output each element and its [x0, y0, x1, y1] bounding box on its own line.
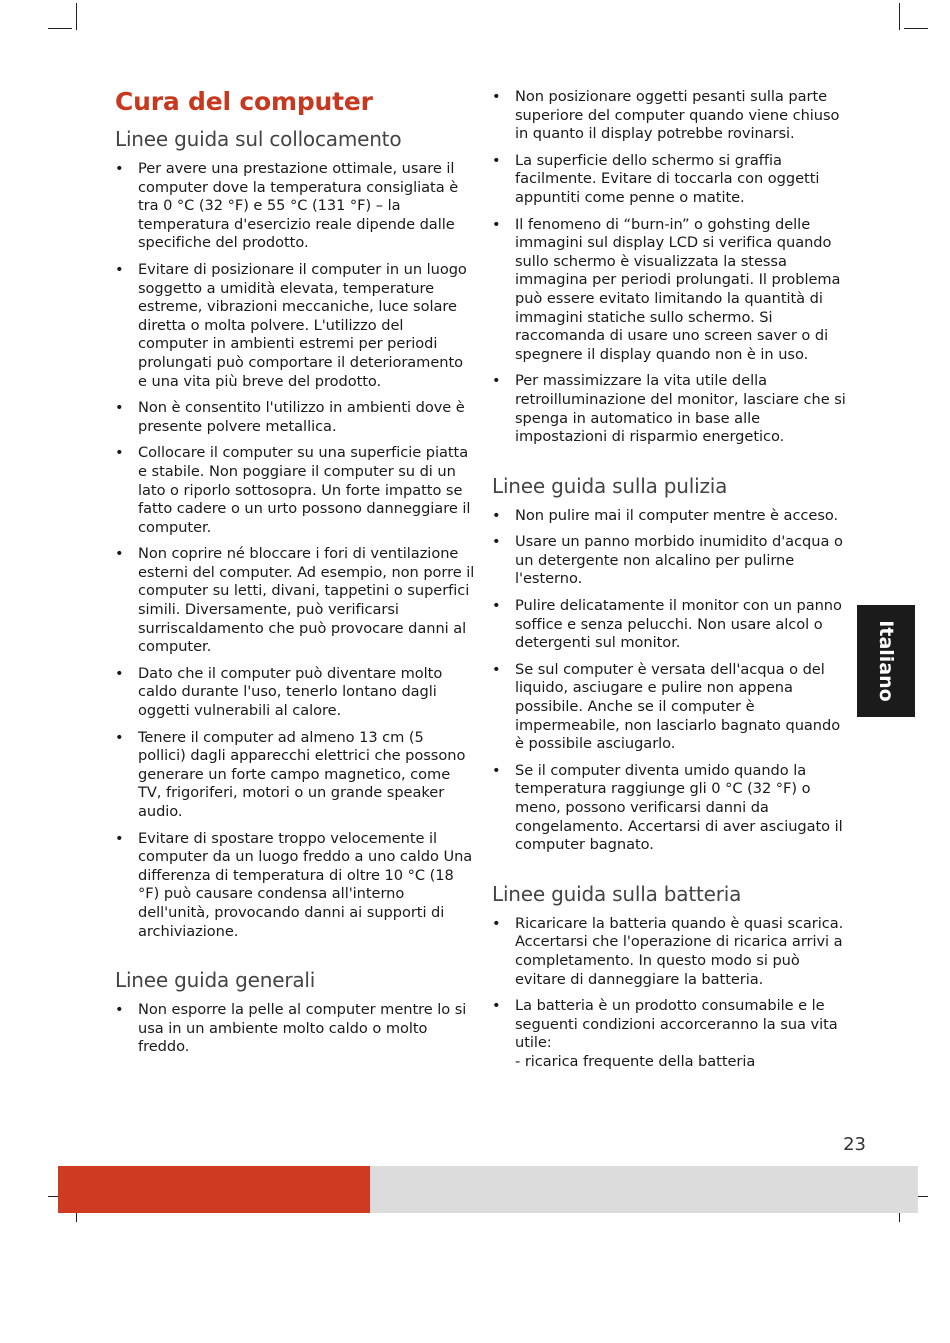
- list-item: • Evitare di posizionare il computer in un luogo soggetto a umidità elevata, temperature estreme, vibrazioni meccaniche, luce solare diretta o molta polvere. L'utilizzo del computer in ambienti estremi per periodi prolungati può comportare il deterioramento e una vita più breve del prodotto.: [115, 261, 475, 391]
- crop-mark: [76, 3, 77, 30]
- footer-bar: [370, 1166, 918, 1213]
- page-number: 23: [843, 1134, 866, 1155]
- section-heading-cleaning: Linee guida sulla pulizia: [492, 473, 728, 498]
- section-heading-battery: Linee guida sulla batteria: [492, 881, 742, 906]
- list-item: • Se il computer diventa umido quando la temperatura raggiunge gli 0 °C (32 °F) o meno, possono verificarsi danni da congelamento. Accertarsi di aver asciugato il computer bagnato.: [492, 762, 848, 855]
- list-item: • Tenere il computer ad almeno 13 cm (5 pollici) dagli apparecchi elettrici che possono generare un forte campo magnetico, come TV, frigoriferi, motori o un grande speaker audio.: [115, 729, 475, 822]
- crop-mark: [48, 28, 72, 29]
- page-title: Cura del computer: [115, 87, 373, 116]
- list-item: • Per avere una prestazione ottimale, usare il computer dove la temperatura consigliata è tra 0 °C (32 °F) e 55 °C (131 °F) – la temperatura d'esercizio reale dipende dalle specifiche del prodotto.: [115, 160, 475, 253]
- cleaning-list: [492, 507, 848, 855]
- section-heading-general: Linee guida generali: [115, 968, 316, 993]
- list-item: • Pulire delicatamente il monitor con un panno soffice e senza pelucchi. Non usare alcol o detergenti sul monitor.: [492, 597, 848, 653]
- list-item: • Evitare di spostare troppo velocemente il computer da un luogo freddo a uno caldo Una differenza di temperatura di oltre 10 °C (18 °F) può causare condensa all'interno dell'unità, provocando danni ai supporti di archiviazione.: [115, 830, 475, 942]
- list-item: • Ricaricare la batteria quando è quasi scarica. Accertarsi che l'operazione di ricarica arrivi a completamento. In questo modo si può evitare di danneggiare la batteria.: [492, 915, 848, 989]
- list-item: • Collocare il computer su una superficie piatta e stabile. Non poggiare il computer su di un lato o riporlo sottosopra. Un forte impatto se fatto cadere o un urto possono danneggiare il computer.: [115, 444, 475, 537]
- language-tab: [857, 605, 915, 717]
- language-tab-label: Italiano: [875, 620, 897, 702]
- list-item: • Se sul computer è versata dell'acqua o del liquido, asciugare e pulire non appena possibile. Anche se il computer è impermeabile, non lasciarlo bagnato quando è possibile asciugarlo.: [492, 661, 848, 754]
- section-heading-placement: Linee guida sul collocamento: [115, 127, 402, 151]
- list-item: • Dato che il computer può diventare molto caldo durante l'uso, tenerlo lontano dagli oggetti vulnerabili al calore.: [115, 665, 475, 721]
- list-item: • Non pulire mai il computer mentre è acceso.: [492, 507, 848, 526]
- list-item: • Per massimizzare la vita utile della retroilluminazione del monitor, lasciare che si spenga in automatico in base alle impostazioni di risparmio energetico.: [492, 372, 848, 446]
- general-list: [115, 1001, 475, 1057]
- list-item: • La superficie dello schermo si graffia facilmente. Evitare di toccarla con oggetti appuntiti come penne o matite.: [492, 152, 848, 208]
- placement-list: [115, 160, 475, 941]
- right-column: [492, 88, 848, 1080]
- battery-list: [492, 915, 848, 1072]
- general-list-continued: [492, 88, 848, 447]
- left-column: [115, 86, 475, 1065]
- list-item: • Non esporre la pelle al computer mentre lo si usa in un ambiente molto caldo o molto freddo.: [115, 1001, 475, 1057]
- crop-mark: [899, 3, 900, 30]
- list-item: • Non è consentito l'utilizzo in ambienti dove è presente polvere metallica.: [115, 399, 475, 436]
- list-item: • Usare un panno morbido inumidito d'acqua o un detergente non alcalino per pulirne l'esterno.: [492, 533, 848, 589]
- footer-bar-accent: [58, 1166, 370, 1213]
- sub-list-item: - ricarica frequente della batteria: [515, 1053, 848, 1072]
- crop-mark: [904, 28, 928, 29]
- list-item: • Il fenomeno di “burn-in” o gohsting delle immagini sul display LCD si verifica quando sullo schermo è visualizzata la stessa immagina per periodi prolungati. Il problema può essere evitato limitando la quantità di immagini statiche sullo schermo. Si raccomanda di usare uno screen saver o di spegnere il display quando non è in uso.: [492, 216, 848, 365]
- list-item: • Non coprire né bloccare i fori di ventilazione esterni del computer. Ad esempio, non porre il computer su letti, divani, tappetini o superfici simili. Diversamente, può verificarsi surriscaldamento che può provocare danni al computer.: [115, 545, 475, 657]
- list-item: • Non posizionare oggetti pesanti sulla parte superiore del computer quando viene chiuso in quanto il display potrebbe rovinarsi.: [492, 88, 848, 144]
- list-item: [492, 997, 848, 1071]
- list-item-text: La batteria è un prodotto consumabile e le seguenti condizioni accorceranno la sua vita utile:: [515, 997, 838, 1052]
